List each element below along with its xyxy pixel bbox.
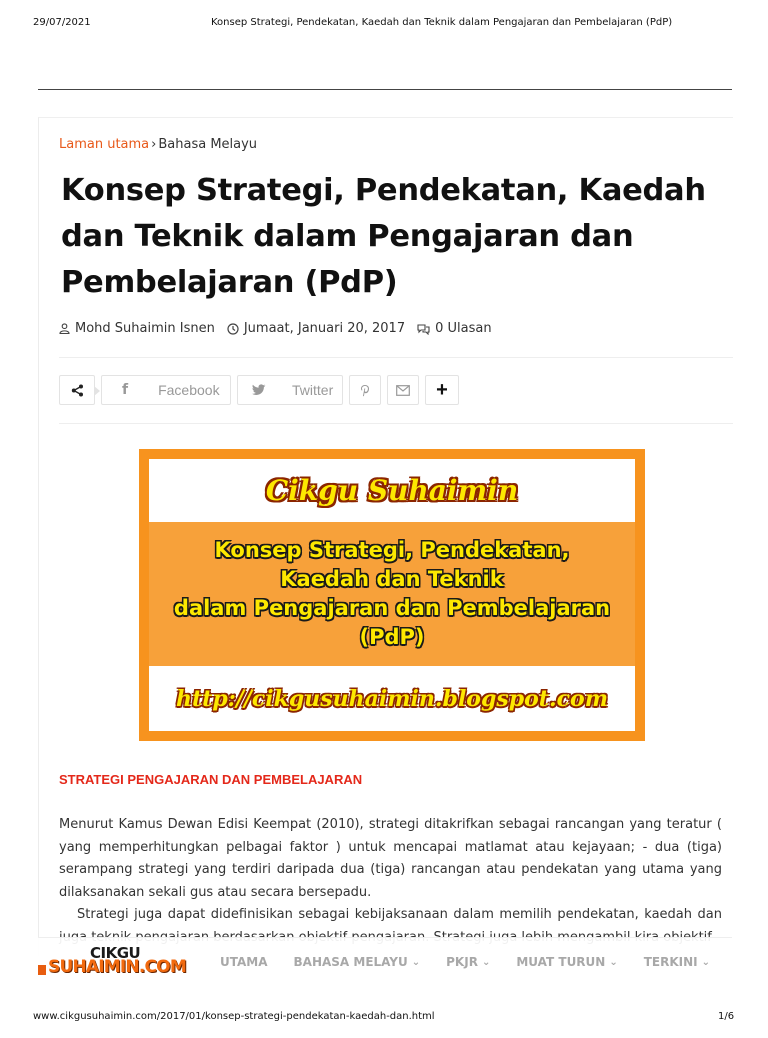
share-icon xyxy=(71,384,84,397)
nav-item-pkjr[interactable] xyxy=(446,955,490,969)
user-icon xyxy=(59,323,70,334)
post-title xyxy=(61,168,733,306)
print-page-number: 1/6 xyxy=(718,1011,735,1022)
nav-label: PKJR xyxy=(446,955,478,969)
banner-name: Cikgu Suhaimin xyxy=(265,474,519,507)
facebook-icon: f xyxy=(122,382,129,398)
nav-label: MUAT TURUN xyxy=(516,955,606,969)
chevron-down-icon: ⌄ xyxy=(701,956,711,968)
print-document-title: Konsep Strategi, Pendekatan, Kaedah dan Teknik dalam Pengajaran dan Pembelajaran (PdP) xyxy=(211,17,673,28)
share-email-button[interactable] xyxy=(387,375,419,405)
logo-mark xyxy=(38,965,46,975)
article-container xyxy=(38,117,733,956)
nav-label: TERKINI xyxy=(643,955,698,969)
chevron-down-icon: ⌄ xyxy=(609,956,618,968)
banner-url-strip xyxy=(149,666,635,731)
breadcrumb-separator: › xyxy=(151,137,157,152)
post-date-text: Jumaat, Januari 20, 2017 xyxy=(243,321,406,336)
post-date xyxy=(227,321,405,336)
share-twitter-button[interactable] xyxy=(237,375,343,405)
banner-line-4: (PdP) xyxy=(359,625,425,649)
breadcrumb-home-link[interactable]: Laman utama xyxy=(59,137,150,152)
pinterest-icon xyxy=(360,384,370,397)
print-date: 29/07/2021 xyxy=(33,17,91,28)
sticky-navbar xyxy=(38,937,732,990)
banner-title-panel xyxy=(149,522,635,666)
post-title-line-1: Konsep Strategi, Pendekatan, Kaedah xyxy=(61,173,706,208)
header-divider xyxy=(38,89,732,90)
paragraph-1: Menurut Kamus Dewan Edisi Keempat (2010), strategi ditakrifkan sebagai rancangan yang teratur ( yang memperhitungkan pelbagai faktor ) untuk mencapai matlamat atau kejayaan; - dua (tiga) serampang strategi yang terdiri daripada dua (tiga) rancangan atau pendekatan yang utama yang dilaksanakan sekali gus atau secara bersepadu. xyxy=(59,817,722,900)
chevron-down-icon: ⌄ xyxy=(481,956,491,968)
article-body xyxy=(59,814,722,949)
post-title-line-3: Pembelajaran (PdP) xyxy=(61,265,398,300)
envelope-icon xyxy=(396,385,410,396)
logo-bottom-text: SUHAIMIN.COM xyxy=(48,957,186,977)
post-comments-link[interactable] xyxy=(417,321,491,336)
section-heading: STRATEGI PENGAJARAN DAN PEMBELAJARAN xyxy=(59,772,363,787)
twitter-icon xyxy=(252,384,266,396)
breadcrumb-category-link[interactable]: Bahasa Melayu xyxy=(158,137,258,152)
post-title-line-2: dan Teknik dalam Pengajaran dan xyxy=(61,219,634,254)
print-page-url: www.cikgusuhaimin.com/2017/01/konsep-strategi-pendekatan-kaedah-dan.html xyxy=(33,1011,435,1022)
paragraph-2: Strategi juga dapat didefinisikan sebagai kebijaksanaan dalam memilih pendekatan, kaedah dan xyxy=(77,907,722,922)
logo-top-text: CIKGU xyxy=(90,944,141,962)
share-facebook-label: Facebook xyxy=(158,382,220,398)
nav-item-muat-turun[interactable] xyxy=(516,955,617,969)
breadcrumb xyxy=(59,137,257,152)
share-bar xyxy=(59,375,465,405)
site-logo[interactable] xyxy=(38,944,186,984)
chevron-down-icon: ⌄ xyxy=(411,956,421,968)
print-header xyxy=(0,0,768,40)
nav-item-bahasa-melayu[interactable] xyxy=(294,955,421,969)
share-divider xyxy=(59,423,733,424)
nav-label: BAHASA MELAYU xyxy=(293,955,408,969)
clock-icon xyxy=(227,323,239,335)
banner-name-strip xyxy=(149,459,635,522)
nav-label: UTAMA xyxy=(220,955,268,969)
share-facebook-button[interactable] xyxy=(101,375,231,405)
meta-divider xyxy=(59,357,733,358)
main-nav xyxy=(220,955,736,969)
banner-line-2: Kaedah dan Teknik xyxy=(280,567,504,591)
print-footer xyxy=(0,1011,768,1038)
post-comments-count: 0 Ulasan xyxy=(435,321,492,336)
post-meta xyxy=(59,321,504,336)
banner-line-3: dalam Pengajaran dan Pembelajaran xyxy=(173,596,611,620)
nav-item-utama[interactable] xyxy=(220,955,268,969)
post-author[interactable] xyxy=(59,321,215,336)
share-more-button[interactable]: + xyxy=(425,375,459,405)
comments-icon xyxy=(417,323,430,335)
nav-item-terkini[interactable] xyxy=(644,955,710,969)
share-toggle-button[interactable] xyxy=(59,375,95,405)
post-author-name: Mohd Suhaimin Isnen xyxy=(75,321,215,336)
share-pinterest-button[interactable] xyxy=(349,375,381,405)
post-banner-image xyxy=(139,449,645,741)
banner-line-1: Konsep Strategi, Pendekatan, xyxy=(214,538,570,562)
banner-url: http://cikgusuhaimin.blogspot.com xyxy=(176,685,608,712)
share-twitter-label: Twitter xyxy=(292,382,334,398)
